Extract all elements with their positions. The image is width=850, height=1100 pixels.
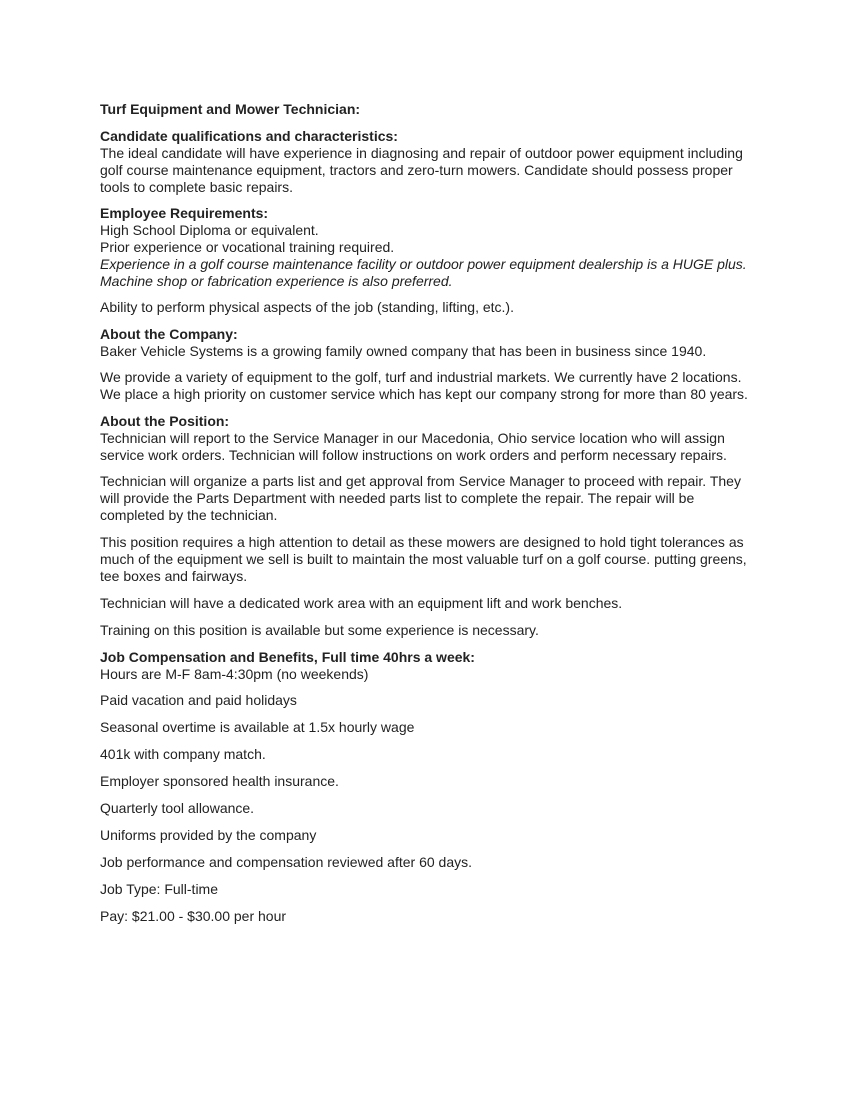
- compensation-heading: Job Compensation and Benefits, Full time 40hrs a week:: [100, 649, 475, 665]
- position-paragraph-1: Technician will report to the Service Manager in our Macedonia, Ohio service location who will assign service work orders. Technician will follow instructions on work orders and perform necessary repairs.: [100, 430, 727, 463]
- benefit-health-insurance: Employer sponsored health insurance.: [100, 773, 339, 789]
- qualifications-heading: Candidate qualifications and characteristics:: [100, 128, 398, 144]
- company-paragraph-2: We provide a variety of equipment to the golf, turf and industrial markets. We currently have 2 locations. We place a high priority on customer service which has kept our company strong for more than 80 years.: [100, 369, 748, 402]
- position-paragraph-3: This position requires a high attention to detail as these mowers are designed to hold tight tolerances as much of the equipment we sell is built to maintain the most valuable turf on a golf course. putting greens, tee boxes and fairways.: [100, 534, 747, 584]
- requirement-preferred: Experience in a golf course maintenance facility or outdoor power equipment dealership is a HUGE plus. Machine shop or fabrication experience is also preferred.: [100, 256, 747, 289]
- requirements-heading: Employee Requirements:: [100, 205, 269, 221]
- requirements-section: [100, 205, 760, 290]
- benefit-uniforms: Uniforms provided by the company: [100, 827, 317, 843]
- job-type: Job Type: Full-time: [100, 881, 219, 897]
- benefit-vacation: Paid vacation and paid holidays: [100, 692, 297, 708]
- company-section: [100, 326, 760, 360]
- job-posting-document: [100, 101, 760, 935]
- position-paragraph-4: Technician will have a dedicated work area with an equipment lift and work benches.: [100, 595, 623, 611]
- benefit-review: Job performance and compensation reviewed after 60 days.: [100, 854, 472, 870]
- requirement-physical: Ability to perform physical aspects of the job (standing, lifting, etc.).: [100, 299, 514, 315]
- qualifications-text: The ideal candidate will have experience in diagnosing and repair of outdoor power equipment including golf course maintenance equipment, tractors and zero-turn mowers. Candidate should possess proper tools to complete basic repairs.: [100, 145, 743, 195]
- benefit-tool-allowance: Quarterly tool allowance.: [100, 800, 255, 816]
- requirement-experience: Prior experience or vocational training required.: [100, 239, 395, 255]
- benefit-overtime: Seasonal overtime is available at 1.5x hourly wage: [100, 719, 415, 735]
- position-paragraph-2: Technician will organize a parts list and get approval from Service Manager to proceed with repair. They will provide the Parts Department with needed parts list to complete the repair. The repair will be completed by the technician.: [100, 473, 741, 523]
- company-heading: About the Company:: [100, 326, 238, 342]
- job-title: Turf Equipment and Mower Technician:: [100, 101, 361, 117]
- benefit-401k: 401k with company match.: [100, 746, 266, 762]
- position-heading: About the Position:: [100, 413, 230, 429]
- pay-range: Pay: $21.00 - $30.00 per hour: [100, 908, 287, 924]
- position-section: [100, 413, 760, 464]
- compensation-section: [100, 649, 760, 683]
- qualifications-section: [100, 128, 760, 196]
- compensation-hours: Hours are M-F 8am-4:30pm (no weekends): [100, 666, 369, 682]
- company-paragraph-1: Baker Vehicle Systems is a growing family owned company that has been in business since 1940.: [100, 343, 707, 359]
- requirement-diploma: High School Diploma or equivalent.: [100, 222, 319, 238]
- position-paragraph-5: Training on this position is available but some experience is necessary.: [100, 622, 539, 638]
